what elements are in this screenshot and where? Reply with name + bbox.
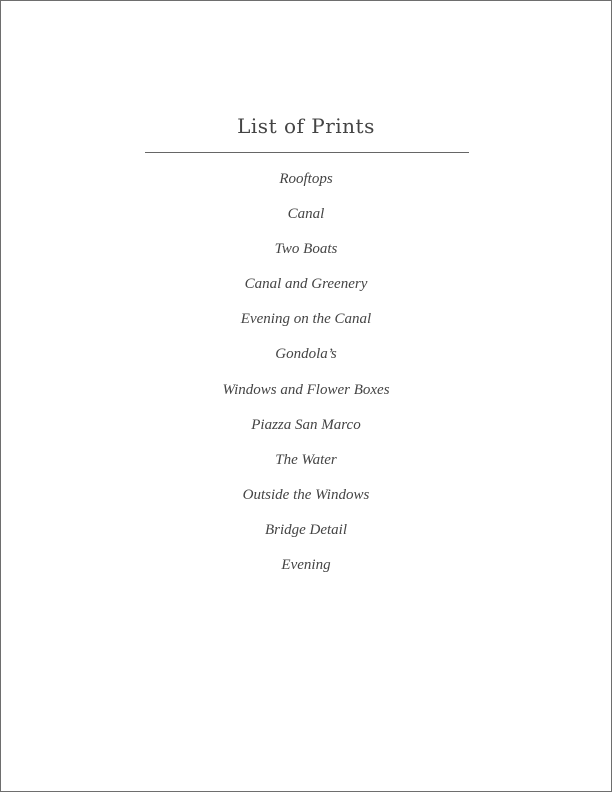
- page-title: List of Prints: [237, 114, 375, 138]
- print-item: Evening on the Canal: [240, 311, 372, 328]
- print-item: Canal and Greenery: [244, 276, 368, 293]
- print-item: Two Boats: [274, 241, 338, 258]
- print-item: Gondola’s: [275, 346, 337, 363]
- print-item: Evening: [281, 557, 331, 574]
- print-item: Piazza San Marco: [251, 416, 361, 433]
- prints-list: [1, 169, 611, 590]
- print-item: Rooftops: [279, 171, 333, 187]
- print-item: Windows and Flower Boxes: [222, 381, 390, 398]
- print-item: Outside the Windows: [242, 486, 370, 503]
- print-item: Bridge Detail: [264, 521, 348, 538]
- print-item: The Water: [275, 451, 337, 468]
- title-divider: [145, 152, 469, 153]
- print-item: Canal: [287, 206, 325, 223]
